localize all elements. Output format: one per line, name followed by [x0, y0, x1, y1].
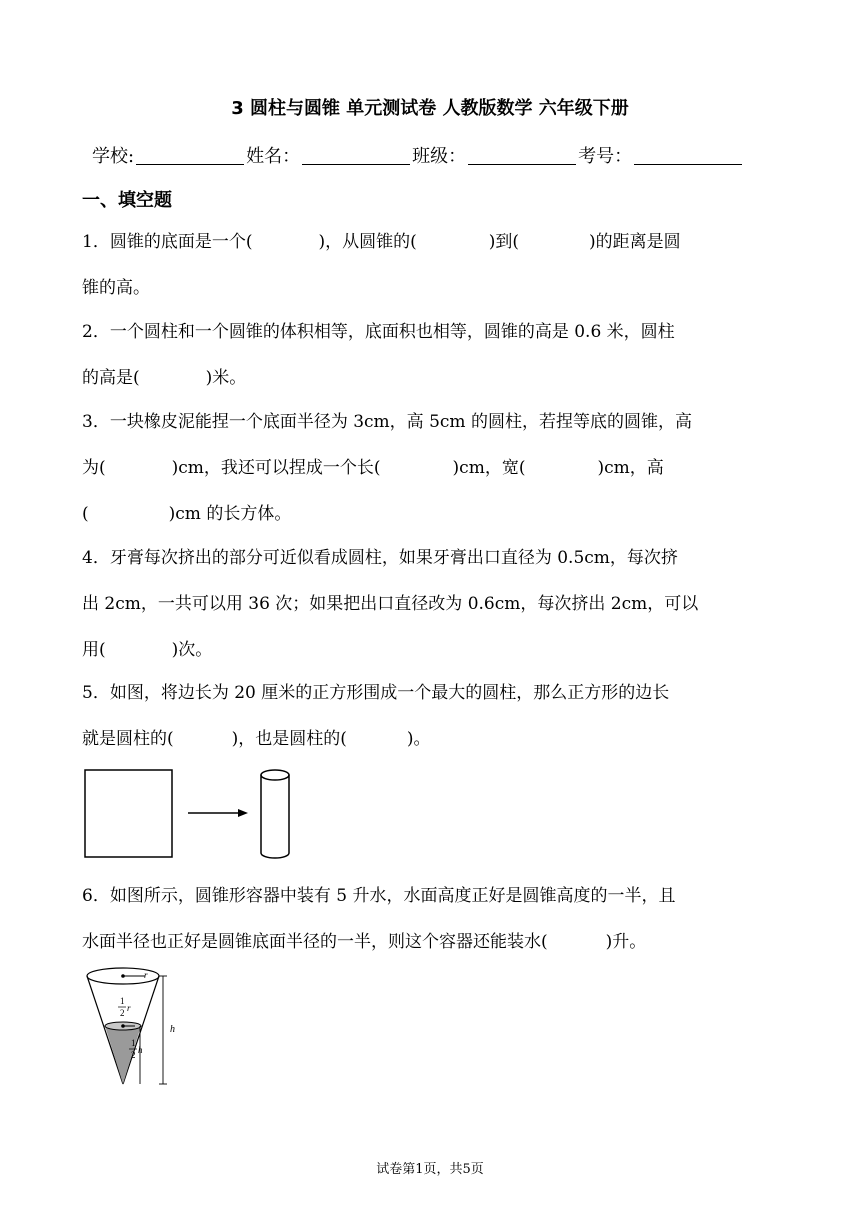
q4-text-d: )次。 — [171, 640, 213, 660]
class-blank[interactable] — [468, 146, 576, 165]
label-half-h-num: 1 — [131, 1038, 136, 1048]
arrow-head-icon — [238, 809, 248, 817]
label-half-r-var: r — [127, 1003, 131, 1013]
question-6-line-1: 6．如图所示，圆锥形容器中装有 5 升水，水面高度正好是圆锥高度的一半，且 — [82, 886, 676, 906]
q3-text-b: 为( — [82, 458, 106, 478]
q2-text-b: 的高是( — [82, 368, 140, 388]
question-4-line-2: 出 2cm，一共可以用 36 次；如果把出口直径改为 0.6cm，每次挤出 2cm，可以 — [82, 594, 699, 614]
question-5-line-1: 5．如图，将边长为 20 厘米的正方形围成一个最大的圆柱，那么正方形的边长 — [82, 683, 670, 703]
student-info-line — [92, 142, 744, 168]
question-4 — [82, 535, 782, 673]
page-footer: 试卷第1页，共5页 — [376, 1162, 484, 1177]
label-half-h-var: h — [138, 1045, 143, 1055]
q5-text-d: )。 — [406, 729, 431, 749]
school-blank[interactable] — [136, 146, 244, 165]
question-3-line-1: 3．一块橡皮泥能捏一个底面半径为 3cm，高 5cm 的圆柱，若捏等底的圆锥，高 — [82, 412, 692, 432]
question-1 — [82, 219, 782, 311]
label-half-h-den: 2 — [131, 1050, 136, 1060]
q3-text-e: )cm，高 — [597, 458, 664, 478]
question-3 — [82, 399, 782, 537]
figure-cone-with-water — [80, 964, 190, 1088]
question-2 — [82, 309, 782, 401]
label-r: r — [144, 970, 148, 980]
question-4-line-1: 4．牙膏每次挤出的部分可近似看成圆柱，如果牙膏出口直径为 0.5cm，每次挤 — [82, 548, 678, 568]
q6-text-c: )升。 — [605, 932, 647, 952]
question-1-line-1 — [82, 219, 782, 265]
question-2-line-1: 2．一个圆柱和一个圆锥的体积相等，底面积也相等，圆锥的高是 0.6 米，圆柱 — [82, 322, 675, 342]
q1-text-d: )的距离是圆 — [588, 232, 681, 252]
exam-no-label: 考号： — [578, 146, 633, 167]
q5-text-b: 就是圆柱的( — [82, 729, 174, 749]
q3-text-d: )cm，宽( — [452, 458, 526, 478]
name-blank[interactable] — [302, 146, 410, 165]
question-3-line-3 — [82, 491, 782, 537]
square-shape — [85, 770, 172, 857]
q3-text-f: ( — [82, 504, 89, 524]
question-4-line-3 — [82, 627, 782, 673]
q1-text-a: 1．圆锥的底面是一个( — [82, 232, 253, 252]
label-half-r-den: 2 — [120, 1008, 125, 1018]
q1-text-b: )，从圆锥的( — [318, 232, 417, 252]
figure-square-to-cylinder — [80, 764, 300, 864]
water-region — [105, 1022, 141, 1084]
question-6 — [82, 873, 782, 965]
class-label: 班级： — [412, 146, 467, 167]
q2-text-c: )米。 — [205, 368, 247, 388]
q4-text-c: 用( — [82, 640, 106, 660]
q1-text-c: )到( — [488, 232, 519, 252]
q5-text-c: )，也是圆柱的( — [231, 729, 347, 749]
q6-text-b: 水面半径也正好是圆锥底面半径的一半，则这个容器还能装水( — [82, 932, 548, 952]
question-1-line-2: 锥的高。 — [82, 278, 150, 298]
q3-text-c: )cm，我还可以捏成一个长( — [171, 458, 381, 478]
school-label: 学校: — [92, 146, 135, 167]
q3-text-g: )cm 的长方体。 — [168, 504, 292, 524]
question-5 — [82, 670, 782, 762]
cylinder-shape — [261, 770, 289, 858]
page-title: 3 圆柱与圆锥 单元测试卷 人教版数学 六年级下册 — [231, 98, 629, 119]
section-heading: 一、填空题 — [82, 190, 172, 211]
name-label: 姓名： — [246, 146, 301, 167]
question-2-line-2 — [82, 355, 782, 401]
label-h: h — [170, 1024, 175, 1035]
question-6-line-2 — [82, 919, 782, 965]
question-3-line-2 — [82, 445, 782, 491]
label-half-r-num: 1 — [120, 996, 125, 1006]
question-5-line-2 — [82, 716, 782, 762]
exam-no-blank[interactable] — [634, 146, 742, 165]
